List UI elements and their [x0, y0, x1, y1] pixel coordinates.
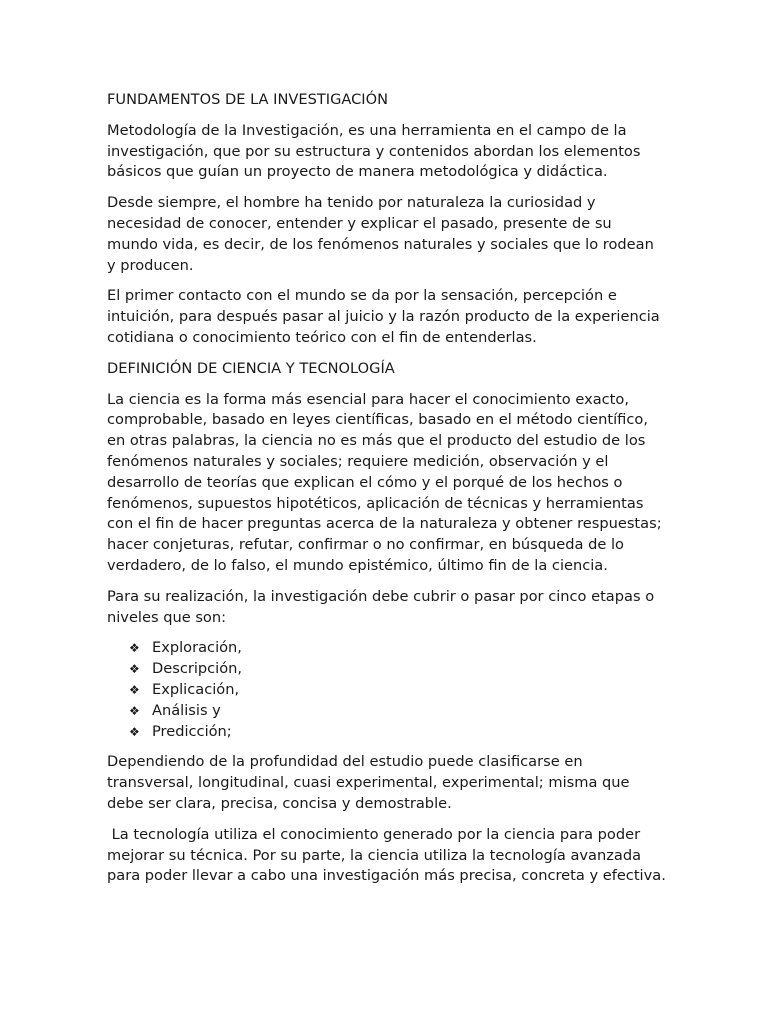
stages-list — [107, 638, 667, 742]
list-item — [129, 701, 667, 722]
diamond-bullet-icon: ❖ — [129, 703, 140, 718]
list-item — [129, 722, 667, 743]
document-page — [107, 90, 667, 897]
paragraph-2: Desde siempre, el hombre ha tenido por naturaleza la curiosidad y necesidad de conocer, entender y explicar el pasado, presente de su mundo vida, es decir, de los fenómenos naturales y sociales que lo rodean y producen. — [107, 194, 654, 274]
diamond-bullet-icon: ❖ — [129, 682, 140, 697]
section-heading-fundamentos: FUNDAMENTOS DE LA INVESTIGACIÓN — [107, 91, 389, 108]
paragraph-3: El primer contacto con el mundo se da por la sensación, percepción e intuición, para después pasar al juicio y la razón producto de la experiencia cotidiana o conocimiento teórico con el fin de entenderlas. — [107, 287, 660, 346]
paragraph-6: Dependiendo de la profundidad del estudio puede clasificarse en transversal, longitudinal, cuasi experimental, experimental; misma que debe ser clara, precisa, concisa y demostrable. — [107, 753, 630, 812]
list-item-text: Predicción; — [152, 722, 232, 740]
list-item-text: Análisis y — [152, 701, 221, 719]
diamond-bullet-icon: ❖ — [129, 724, 140, 739]
list-item — [129, 638, 667, 659]
section-heading-definicion: DEFINICIÓN DE CIENCIA Y TECNOLOGÍA — [107, 359, 395, 377]
list-item-text: Explicación, — [152, 680, 240, 698]
diamond-bullet-icon: ❖ — [129, 662, 140, 677]
list-item-text: Descripción, — [152, 660, 243, 678]
paragraph-5: Para su realización, la investigación debe cubrir o pasar por cinco etapas o niveles que son: — [107, 587, 655, 626]
paragraph-7: La tecnología utiliza el conocimiento generado por la ciencia para poder mejorar su técnica. Por su parte, la ciencia utiliza la tecnología avanzada para poder llevar a cabo una investigación más precisa, concreta y efectiva. — [107, 825, 666, 885]
list-item — [129, 680, 667, 701]
paragraph-4: La ciencia es la forma más esencial para hacer el conocimiento exacto, comprobable, basado en leyes científicas, basado en el método científico, en otras palabras, la ciencia no es más que el producto del estudio de los fenómenos naturales y sociales; requiere medición, observación y el desarrollo de teorías que explican el cómo y el porqué de los hechos o fenómenos, supuestos hipotéticos, aplicación de técnicas y herramientas con el fin de hacer preguntas acerca de la naturaleza y obtener respuestas; hacer conjeturas, refutar, confirmar o no confirmar, en búsqueda de lo verdadero, de lo falso, el mundo epistémico, último fin de la ciencia. — [107, 390, 662, 574]
list-item-text: Exploración, — [152, 639, 242, 657]
list-item — [129, 659, 667, 680]
paragraph-1: Metodología de la Investigación, es una herramienta en el campo de la investigación, que por su estructura y contenidos abordan los elementos básicos que guían un proyecto de manera metodológica y didáctica. — [107, 121, 641, 181]
diamond-bullet-icon: ❖ — [129, 641, 140, 656]
